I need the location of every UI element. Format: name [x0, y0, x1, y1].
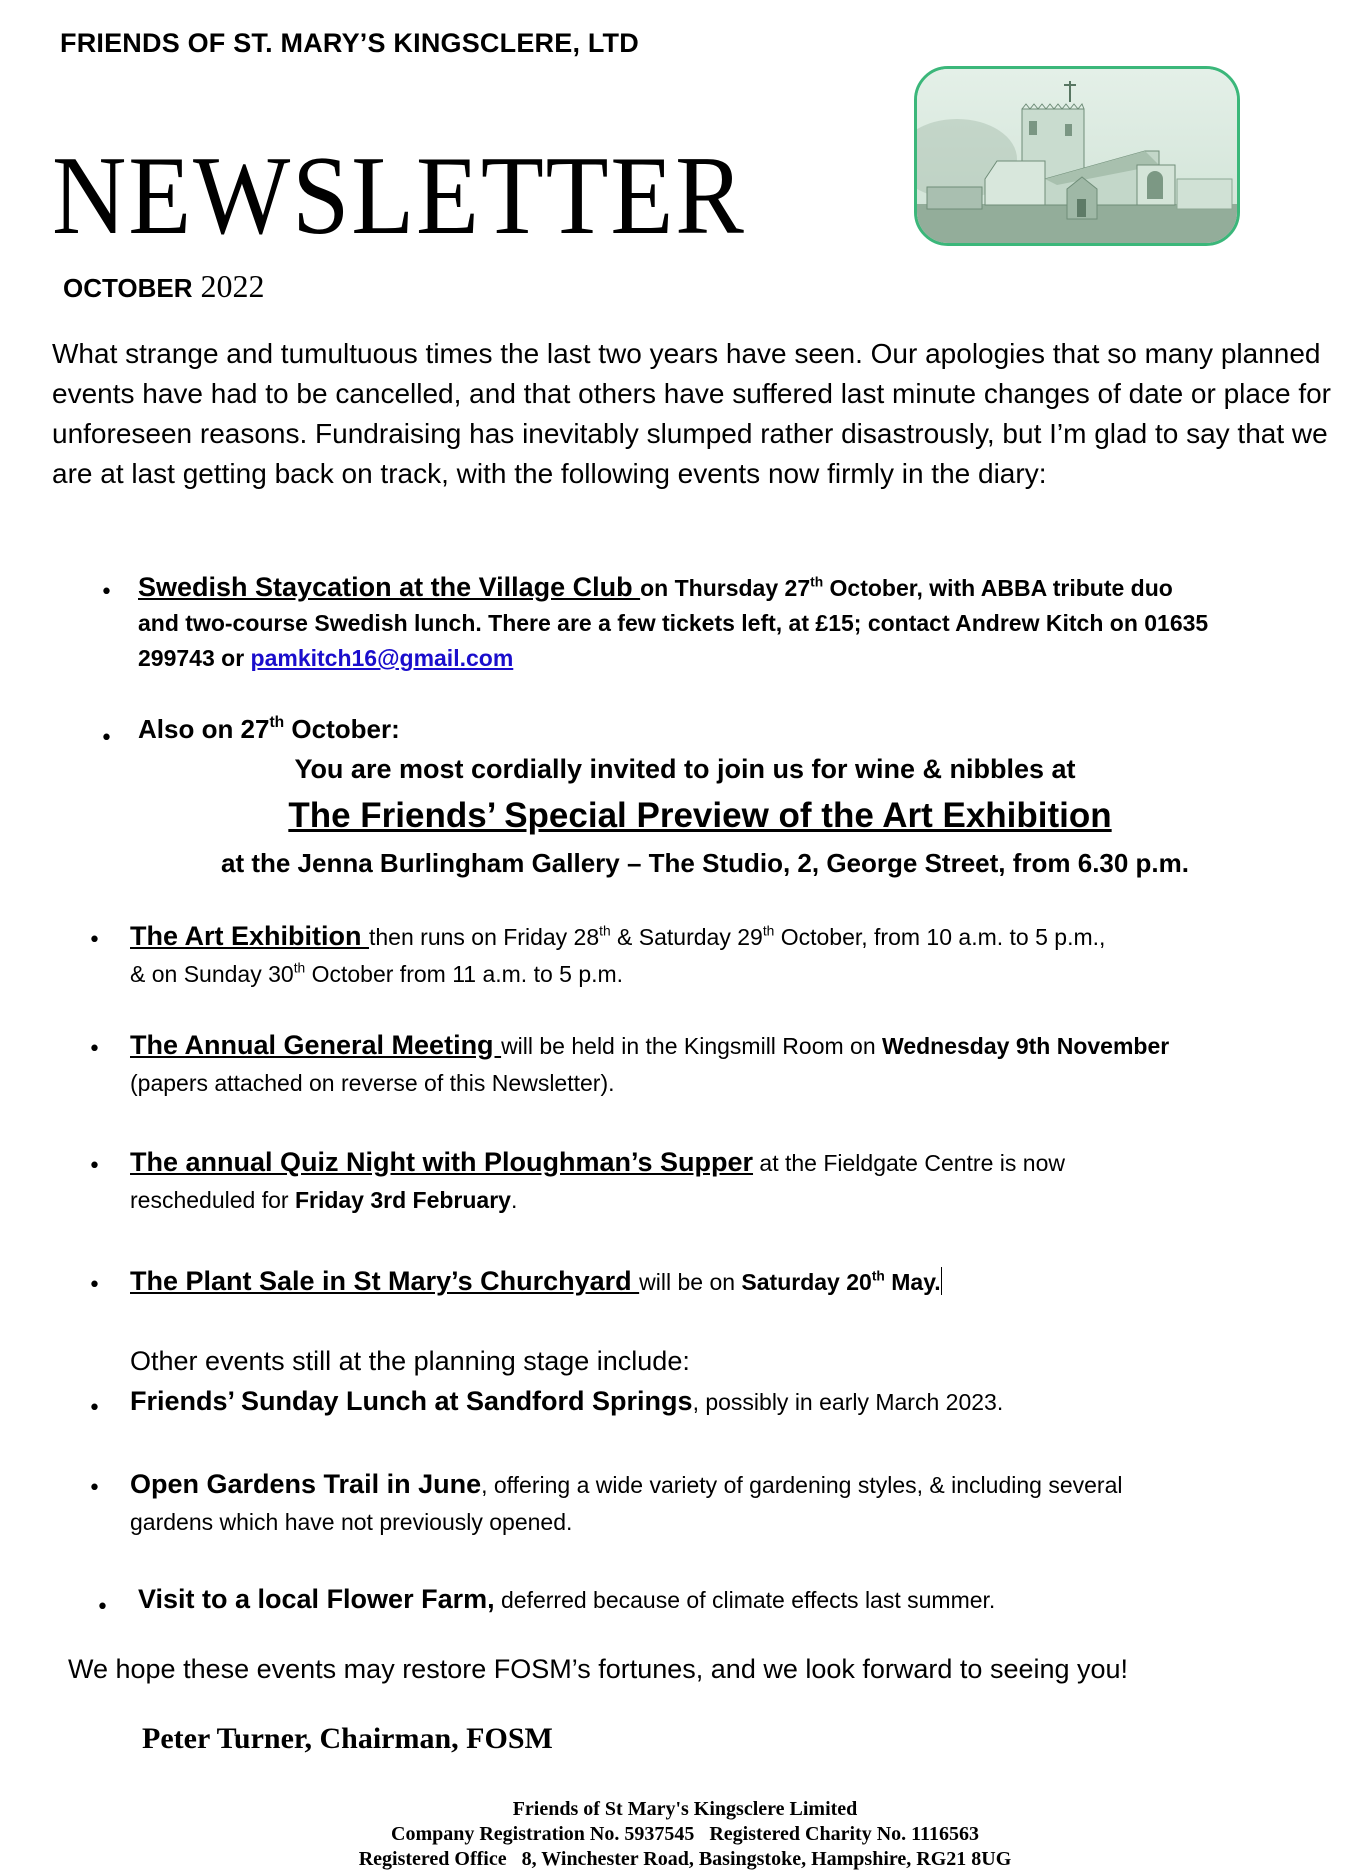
ordinal-suffix: th — [762, 923, 775, 939]
bullet-icon: • — [88, 1037, 101, 1062]
footer-address: Registered Office 8, Winchester Road, Basingstoke, Hampshire, RG21 8UG — [358, 1848, 1012, 1870]
bullet-icon: • — [88, 1154, 101, 1179]
event-title: The Plant Sale in St Mary’s Churchyard — [130, 1266, 640, 1296]
bullet-icon: • — [96, 1595, 109, 1620]
planning-item-detail-line2: gardens which have not previously opened. — [130, 1509, 573, 1535]
preview-title: The Friends’ Special Preview of the Art Exhibition — [288, 796, 1112, 835]
footer-registration: Company Registration No. 5937545 Registered Charity No. 1116563 — [391, 1823, 979, 1845]
preview-venue: at the Jenna Burlingham Gallery – The Studio, 2, George Street, from 6.30 p.m. — [220, 848, 1190, 878]
event-title: Swedish Staycation at the Village Club — [138, 572, 641, 602]
event-date-text: on Thursday 27 — [640, 575, 811, 601]
planning-item-title: Visit to a local Flower Farm, — [138, 1584, 495, 1614]
church-image — [914, 66, 1240, 246]
event-date: Friday 3rd February — [294, 1187, 511, 1213]
bullet-icon: • — [88, 928, 101, 953]
planning-item-open-gardens — [130, 1466, 1360, 1541]
event-detail: will be held in the Kingsmill Room on — [501, 1033, 883, 1059]
ordinal-suffix: th — [269, 714, 285, 732]
bullet-icon: • — [100, 726, 113, 751]
event-art-exhibition — [130, 918, 1350, 993]
ordinal-suffix: th — [871, 1268, 885, 1284]
event-swedish-staycation — [138, 570, 1338, 676]
planning-item-detail: , possibly in early March 2023. — [692, 1389, 1004, 1415]
planning-item-title: Friends’ Sunday Lunch at Sandford Springs — [130, 1386, 693, 1416]
event-title: The Art Exhibition — [130, 921, 369, 951]
organization-name: FRIENDS OF ST. MARY’S KINGSCLERE, LTD — [60, 28, 639, 58]
planning-item-detail: , offering a wide variety of gardening styles, & including several — [481, 1472, 1123, 1498]
event-detail-line2: October from 11 a.m. to 5 p.m. — [305, 961, 624, 987]
planning-item-title: Open Gardens Trail in June — [130, 1469, 482, 1499]
event-detail: October, with ABBA tribute duo — [823, 575, 1173, 601]
bullet-icon: • — [88, 1396, 101, 1421]
event-detail: then runs on Friday 28 — [369, 924, 600, 950]
bullet-icon: • — [88, 1273, 101, 1298]
planning-item-detail: deferred because of climate effects last summer. — [494, 1587, 996, 1613]
event-detail: at the Fieldgate Centre is now — [753, 1150, 1065, 1176]
event-contact-phone: 299743 or — [138, 645, 251, 671]
event-plant-sale — [130, 1263, 1360, 1301]
closing-message: We hope these events may restore FOSM’s fortunes, and we look forward to seeing you! — [68, 1654, 1129, 1684]
event-title: The Annual General Meeting — [130, 1030, 502, 1060]
planning-heading: Other events still at the planning stage include: — [130, 1346, 690, 1376]
ordinal-suffix: th — [599, 923, 611, 939]
preview-lead — [138, 714, 400, 745]
event-detail-line2: rescheduled for — [130, 1187, 295, 1213]
signature: Peter Turner, Chairman, FOSM — [142, 1722, 553, 1755]
event-agm — [130, 1027, 1360, 1102]
event-detail-line2: . — [510, 1187, 518, 1213]
issue-date — [63, 268, 265, 305]
event-detail-line2: and two-course Swedish lunch. There are a few tickets left, at £15; contact Andrew Kitch on 01635 — [138, 610, 1209, 636]
church-sketch-icon — [917, 69, 1237, 243]
footer — [0, 1797, 1370, 1872]
event-title: The annual Quiz Night with Ploughman’s Supper — [130, 1147, 754, 1177]
preview-invitation: You are most cordially invited to join us for wine & nibbles at — [294, 754, 1076, 784]
footer-company-name: Friends of St Mary's Kingsclere Limited — [512, 1798, 858, 1820]
ordinal-suffix: th — [293, 960, 306, 976]
bullet-icon: • — [100, 580, 113, 605]
bullet-icon: • — [88, 1476, 101, 1501]
issue-year: 2022 — [200, 268, 265, 304]
preview-lead-text: October: — [284, 714, 400, 744]
planning-item-flower-farm — [138, 1584, 1368, 1615]
intro-paragraph: What strange and tumultuous times the last two years have seen. Our apologies that so many planned events have had to be cancelled, and that others have suffered last minute changes of date or place for unforeseen reasons. Fundraising has inevitably slumped rather disastrously, but I’m glad to say that we are at last getting back on track, with the following events now firmly in the diary: — [52, 338, 1331, 489]
newsletter-masthead: NEWSLETTER — [52, 134, 746, 258]
event-quiz-night — [130, 1144, 1360, 1219]
event-detail: & Saturday 29 — [610, 924, 763, 950]
event-detail: October, from 10 a.m. to 5 p.m., — [774, 924, 1106, 950]
event-detail-line2: (papers attached on reverse of this Newsletter). — [130, 1070, 615, 1096]
preview-lead-text: Also on 27 — [138, 714, 270, 744]
issue-month: OCTOBER — [63, 273, 193, 303]
event-date: Wednesday 9th November — [882, 1033, 1170, 1059]
ordinal-suffix: th — [810, 574, 824, 590]
event-detail: will be on — [639, 1269, 742, 1295]
text-cursor — [941, 1267, 942, 1295]
planning-item-sunday-lunch — [130, 1386, 1360, 1417]
event-date: May. — [884, 1269, 941, 1295]
event-detail-line2: & on Sunday 30 — [130, 961, 294, 987]
email-link[interactable]: pamkitch16@gmail.com — [250, 645, 514, 671]
event-date: Saturday 20 — [741, 1269, 872, 1295]
